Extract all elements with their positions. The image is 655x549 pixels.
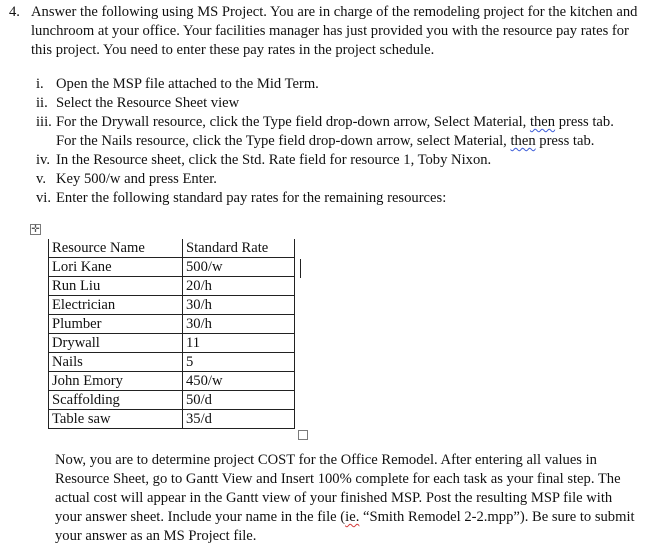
step-number: ii. xyxy=(36,95,48,111)
step-text: For the Drywall resource, click the Type field drop-down arrow, Select Material, xyxy=(56,114,530,130)
resource-name-cell[interactable]: Nails xyxy=(49,353,183,372)
standard-rate-cell[interactable]: 30/h xyxy=(183,315,295,334)
paragraph-text: Now, you are to determine project COST for the Office Remodel. After entering all values in Resource Sheet, go to Gantt View and Insert 100% complete for each task as your final step. The actual cost will appear in the Gantt view of your finished MSP. Post the resulting MSP file with your answer sheet. Include your name in the file ( xyxy=(55,452,621,525)
step-iv xyxy=(36,151,636,170)
step-number: i. xyxy=(36,76,44,92)
step-i xyxy=(36,75,636,94)
paragraph-text: “Smith Remodel 2-2.mpp”). Be sure to submit your answer as an MS Project file. xyxy=(55,509,635,544)
step-v xyxy=(36,170,636,189)
standard-rate-cell[interactable]: 5 xyxy=(183,353,295,372)
step-text: Open the MSP file attached to the Mid Term. xyxy=(56,76,319,92)
step-text: Select the Resource Sheet view xyxy=(56,95,240,111)
standard-rate-cell[interactable]: 30/h xyxy=(183,296,295,315)
step-ii xyxy=(36,94,636,113)
step-text: press tab. For the Nails resource, click the Type field drop-down arrow, select Material, xyxy=(56,114,614,149)
step-vi xyxy=(36,189,636,208)
table-row xyxy=(49,258,295,277)
resource-name-cell[interactable]: Drywall xyxy=(49,334,183,353)
standard-rate-cell[interactable]: 35/d xyxy=(183,410,295,429)
grammar-flag: then xyxy=(529,114,556,130)
step-text: Enter the following standard pay rates for the remaining resources: xyxy=(56,190,447,206)
table-row xyxy=(49,277,295,296)
question-text: Answer the following using MS Project. You are in charge of the remodeling project for the kitchen and lunchroom at your office. Your facilities manager has just provided you with the resource pay rates for this project. You need to enter these pay rates in the project schedule. xyxy=(31,4,638,58)
step-text: press tab. xyxy=(535,133,595,149)
question-number: 4. xyxy=(9,4,20,20)
header-standard-rate[interactable]: Standard Rate xyxy=(183,239,295,258)
resource-name-cell[interactable]: Electrician xyxy=(49,296,183,315)
standard-rate-cell[interactable]: 11 xyxy=(183,334,295,353)
resource-name-cell[interactable]: Scaffolding xyxy=(49,391,183,410)
table-row xyxy=(49,372,295,391)
table-row xyxy=(49,391,295,410)
standard-rate-cell[interactable]: 20/h xyxy=(183,277,295,296)
header-resource-name[interactable]: Resource Name xyxy=(49,239,183,258)
spelling-flag: ie. xyxy=(345,509,360,525)
resource-name-cell[interactable]: John Emory xyxy=(49,372,183,391)
text-cursor xyxy=(300,259,301,278)
question-4 xyxy=(9,3,639,60)
standard-rate-cell[interactable]: 500/w xyxy=(183,258,295,277)
resource-rates-table xyxy=(48,239,295,429)
step-number: iii. xyxy=(36,114,52,130)
standard-rate-cell[interactable]: 50/d xyxy=(183,391,295,410)
step-number: v. xyxy=(36,171,46,187)
standard-rate-cell[interactable]: 450/w xyxy=(183,372,295,391)
resource-name-cell[interactable]: Run Liu xyxy=(49,277,183,296)
table-row xyxy=(49,296,295,315)
step-text: In the Resource sheet, click the Std. Rate field for resource 1, Toby Nixon. xyxy=(56,152,492,168)
steps-list xyxy=(36,75,636,208)
step-text: Key 500/w and press Enter. xyxy=(56,171,217,187)
resource-name-cell[interactable]: Plumber xyxy=(49,315,183,334)
table-resize-handle[interactable] xyxy=(298,430,308,440)
move-cross-icon[interactable]: ✛ xyxy=(31,224,40,235)
resource-name-cell[interactable]: Lori Kane xyxy=(49,258,183,277)
table-row xyxy=(49,410,295,429)
table-header-row xyxy=(49,239,295,258)
instructions-paragraph xyxy=(55,451,637,546)
step-number: vi. xyxy=(36,190,51,206)
step-iii xyxy=(36,113,636,151)
table-row xyxy=(49,315,295,334)
step-number: iv. xyxy=(36,152,51,168)
resource-name-cell[interactable]: Table saw xyxy=(49,410,183,429)
table-row xyxy=(49,334,295,353)
grammar-flag: then xyxy=(510,133,536,149)
table-row xyxy=(49,353,295,372)
